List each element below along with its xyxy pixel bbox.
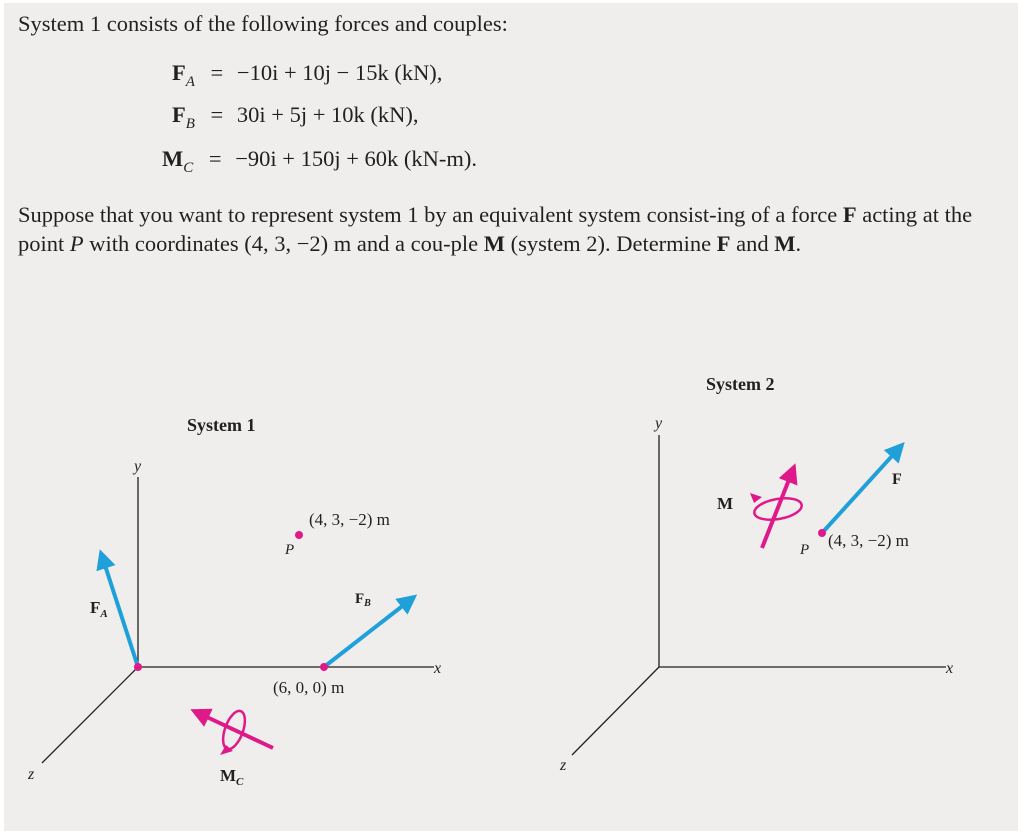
- couple-c-label: $M_C$: [220, 766, 244, 788]
- system1-diagram: [27, 415, 441, 788]
- system1-title: System 1: [187, 415, 256, 435]
- system1-x-label: x: [434, 660, 442, 677]
- system2-p-label: P: [800, 542, 810, 558]
- eq-fb-sub: B: [185, 115, 195, 132]
- system-figure: [4, 3, 1018, 831]
- eq-fa-symbol: F: [172, 60, 186, 85]
- equation-fa: $F_A = -10i + 10j - 15k$ (kN),: [172, 60, 443, 90]
- system2-couple-circulation-head: [750, 493, 762, 503]
- system2-force-label: F: [892, 471, 902, 488]
- origin-point: [134, 663, 142, 671]
- eq-mc-sub: C: [183, 159, 194, 176]
- system1-point-p: [295, 531, 303, 539]
- eq-mc-rhs: −90i + 150j + 60k (kN-m).: [235, 146, 478, 171]
- system1-z-label: z: [28, 766, 35, 783]
- system2-title: System 2: [706, 374, 775, 394]
- system2-z-label: z: [560, 757, 567, 774]
- couple-c-circulation-head: [220, 745, 233, 755]
- problem-intro: System 1 consists of the following forces and couples:: [18, 11, 508, 36]
- couple-c-arrow: [194, 711, 273, 748]
- eq-fa-rhs: −10i + 10j − 15k (kN),: [236, 60, 443, 85]
- eq-mc-symbol: M: [162, 146, 184, 171]
- system1-p-label: P: [285, 542, 295, 558]
- eq-fb-rhs: 30i + 5j + 10k (kN),: [236, 102, 419, 127]
- equation-fb: $F_B = 30i + 5j + 10k$ (kN),: [172, 102, 419, 132]
- eq-fb-symbol: F: [172, 102, 186, 127]
- eq-fa-sub: A: [185, 73, 195, 90]
- force-b-label: $F_B$: [355, 591, 371, 609]
- system2-force-arrow: [822, 445, 902, 533]
- system2-couple-label: M: [717, 494, 734, 513]
- force-b-coords: (6, 0, 0) m: [273, 678, 345, 697]
- system2-x-label: x: [946, 660, 954, 677]
- system1-y-label: y: [134, 458, 142, 475]
- equation-mc: $M_C = -90i + 150j + 60k$ (kN-m).: [162, 146, 478, 176]
- system2-couple-arrow: [762, 467, 794, 548]
- system2-p-coords: (4, 3, −2) m: [828, 531, 909, 550]
- system1-z-axis: [42, 667, 138, 763]
- problem-question: Suppose that you want to represent system 1 by an equivalent system consist-ing of a force F acting at the point P with coordinates (4, 3, −2) m and a cou-ple M (system 2). Determine F and M.: [18, 202, 973, 256]
- system2-diagram: [559, 374, 953, 774]
- system2-z-axis: [572, 667, 659, 755]
- system1-p-coords: (4, 3, −2) m: [309, 510, 390, 529]
- system2-point-p: [818, 529, 826, 537]
- system2-y-label: y: [655, 415, 663, 432]
- force-a-label: $F_A$: [90, 598, 108, 620]
- force-b-point: [320, 663, 328, 671]
- problem-page: [4, 3, 1018, 831]
